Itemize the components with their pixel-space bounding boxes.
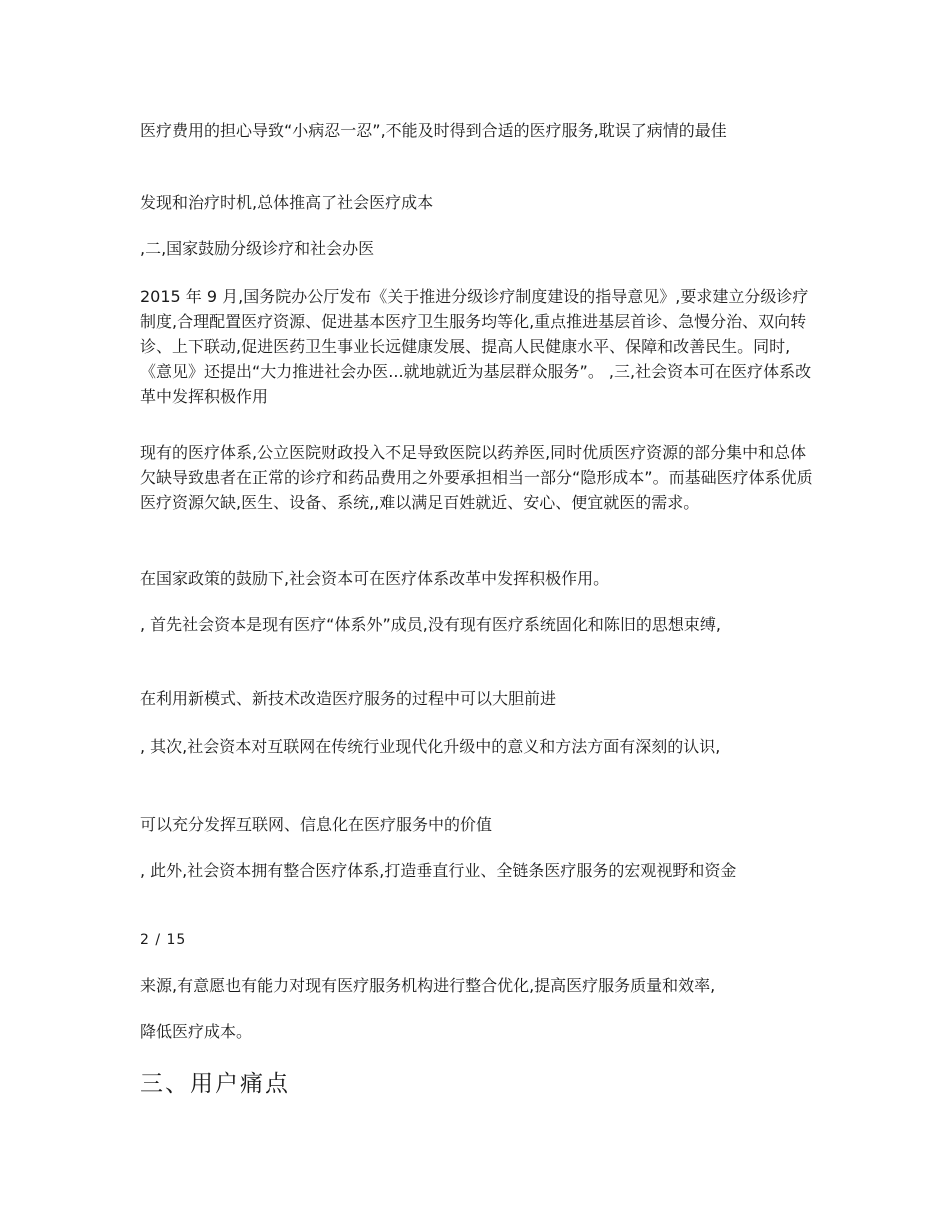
paragraph: 2015 年 9 月,国务院办公厅发布《关于推进分级诊疗制度建设的指导意见》,要求建立分级诊疗制度,合理配置医疗资源、促进基本医疗卫生服务均等化,重点推进基层首诊、急慢分治、双向转诊、上下联动,促进医药卫生事业长远健康发展、提高人民健康水平、保障和改善民生。同时,《意见》还提出“大力推进社会办医...就地就近为基层群众服务”。 ,三,社会资本可在医疗体系改革中发挥积极作用 <box>140 287 812 406</box>
paragraph: 在利用新模式、新技术改造医疗服务的过程中可以大胆前进 <box>140 689 557 708</box>
section-heading: 三、用户痛点 <box>140 1071 290 1097</box>
paragraph: , 此外,社会资本拥有整合医疗体系,打造垂直行业、全链条医疗服务的宏观视野和资金 <box>140 861 737 880</box>
paragraph: 来源,有意愿也有能力对现有医疗服务机构进行整合优化,提高医疗服务质量和效率, <box>140 976 716 995</box>
paragraph: 降低医疗成本。 <box>140 1022 253 1041</box>
paragraph: 现有的医疗体系,公立医院财政投入不足导致医院以药养医,同时优质医疗资源的部分集中和总体欠缺导致患者在正常的诊疗和药品费用之外要承担相当一部分“隐形成本”。而基础医疗体系优质医疗资源欠缺,医生、设备、系统,,难以满足百姓就近、安心、便宜就医的需求。 <box>140 443 813 512</box>
paragraph: 可以充分发挥互联网、信息化在医疗服务中的价值 <box>140 815 493 834</box>
paragraph: 医疗费用的担心导致“小病忍一忍”,不能及时得到合适的医疗服务,耽误了病情的最佳 <box>140 121 727 140</box>
paragraph: , 首先社会资本是现有医疗“体系外”成员,没有现有医疗系统固化和陈旧的思想束缚, <box>140 615 721 634</box>
paragraph: ,二,国家鼓励分级诊疗和社会办医 <box>140 239 375 258</box>
paragraph: 在国家政策的鼓励下,社会资本可在医疗体系改革中发挥积极作用。 <box>140 569 610 588</box>
page-number: 2 / 15 <box>140 932 187 948</box>
paragraph: 发现和治疗时机,总体推高了社会医疗成本 <box>140 193 434 212</box>
paragraph: , 其次,社会资本对互联网在传统行业现代化升级中的意义和方法方面有深刻的认识, <box>140 737 721 756</box>
